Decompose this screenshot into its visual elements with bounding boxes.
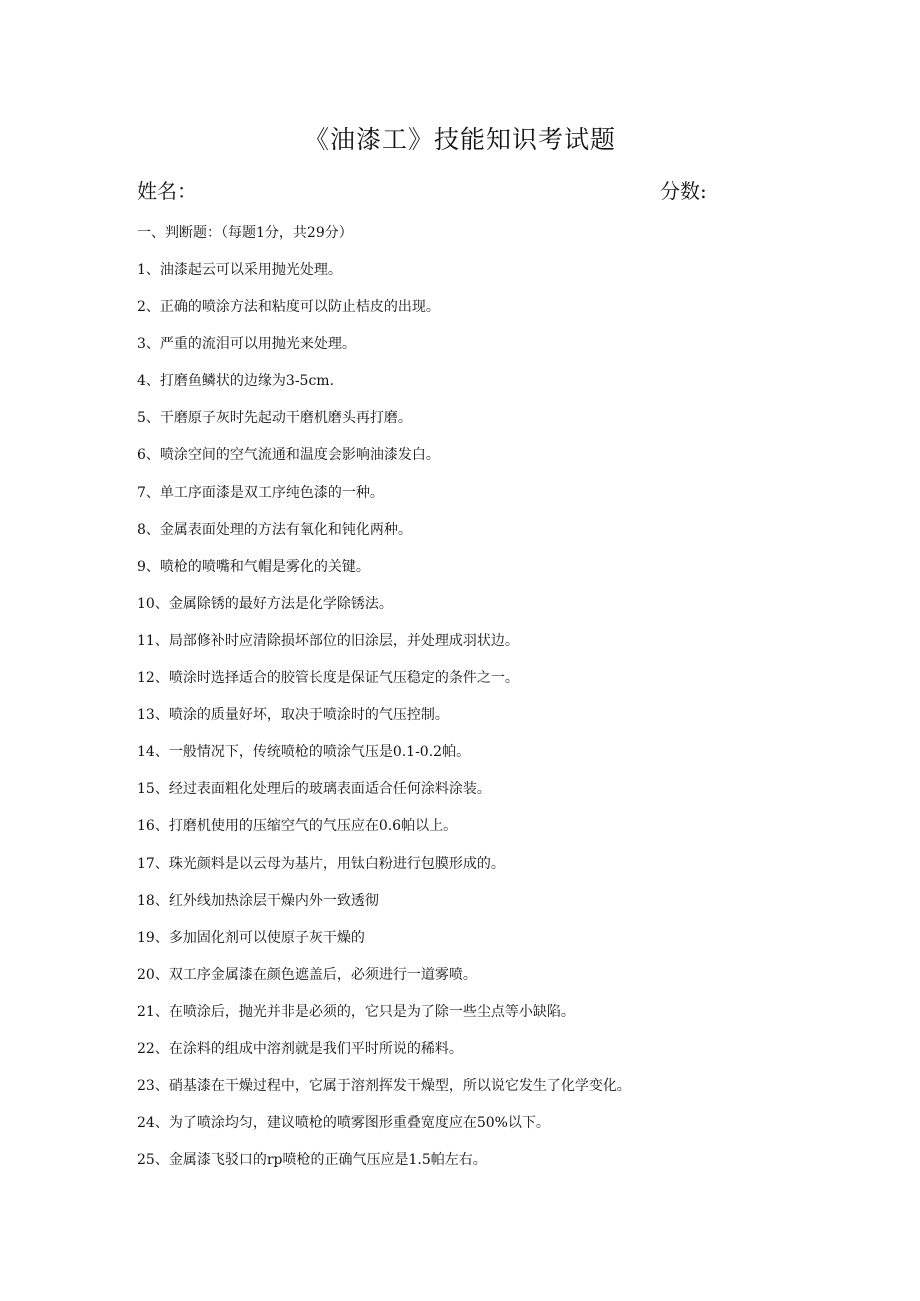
question-list xyxy=(137,259,631,1186)
question-item: 14、一般情况下，传统喷枪的喷涂气压是0.1-0.2帕。 xyxy=(137,744,471,761)
question-item: 18、红外线加热涂层干燥内外一致透彻 xyxy=(137,892,379,909)
question-item: 16、打磨机使用的压缩空气的气压应在0.6帕以上。 xyxy=(137,818,458,835)
question-item: 24、为了喷涂均匀，建议喷枪的喷雾图形重叠宽度应在50%以下。 xyxy=(137,1115,550,1132)
question-item: 22、在涂料的组成中溶剂就是我们平时所说的稀料。 xyxy=(137,1040,463,1057)
score-label: 分数: xyxy=(660,179,707,203)
question-item: 11、局部修补时应清除损坏部位的旧涂层，并处理成羽状边。 xyxy=(137,632,519,649)
question-item: 8、金属表面处理的方法有氧化和钝化两种。 xyxy=(137,521,412,538)
question-item: 19、多加固化剂可以使原子灰干燥的 xyxy=(137,929,365,946)
question-item: 1、油漆起云可以采用抛光处理。 xyxy=(137,262,342,278)
name-label: 姓名： xyxy=(137,179,197,203)
question-item: 9、喷枪的喷嘴和气帽是雾化的关键。 xyxy=(137,558,370,575)
question-item: 2、正确的喷涂方法和粘度可以防止桔皮的出现。 xyxy=(137,299,440,316)
question-item: 6、喷涂空间的空气流通和温度会影响油漆发白。 xyxy=(137,447,440,464)
question-item: 5、干磨原子灰时先起动干磨机磨头再打磨。 xyxy=(137,410,412,427)
question-item: 20、双工序金属漆在颜色遮盖后，必须进行一道雾喷。 xyxy=(137,966,477,983)
question-item: 10、金属除锈的最好方法是化学除锈法。 xyxy=(137,595,393,612)
exam-title: 《油漆工》技能知识考试题 xyxy=(303,125,616,154)
question-item: 17、珠光颜料是以云母为基片，用钛白粉进行包膜形成的。 xyxy=(137,855,505,872)
question-item: 25、金属漆飞驳口的rp喷枪的正确气压应是1.5帕左右。 xyxy=(137,1152,487,1169)
question-item: 13、喷涂的质量好坏，取决于喷涂时的气压控制。 xyxy=(137,707,449,724)
question-item: 23、硝基漆在干燥过程中，它属于溶剂挥发干燥型，所以说它发生了化学变化。 xyxy=(137,1078,631,1095)
question-item: 7、单工序面漆是双工序纯色漆的一种。 xyxy=(137,484,384,501)
question-item: 3、严重的流泪可以用抛光来处理。 xyxy=(137,336,356,353)
question-item: 4、打磨鱼鳞状的边缘为3-5cm. xyxy=(137,373,335,390)
question-item: 21、在喷涂后，抛光并非是必须的，它只是为了除一些尘点等小缺陷。 xyxy=(137,1003,575,1020)
section-heading-true-false: 一、判断题：（每题1分，共29分） xyxy=(137,225,353,241)
question-item: 12、喷涂时选择适合的胶管长度是保证气压稳定的条件之一。 xyxy=(137,670,519,687)
question-item: 15、经过表面粗化处理后的玻璃表面适合任何涂料涂装。 xyxy=(137,781,491,798)
